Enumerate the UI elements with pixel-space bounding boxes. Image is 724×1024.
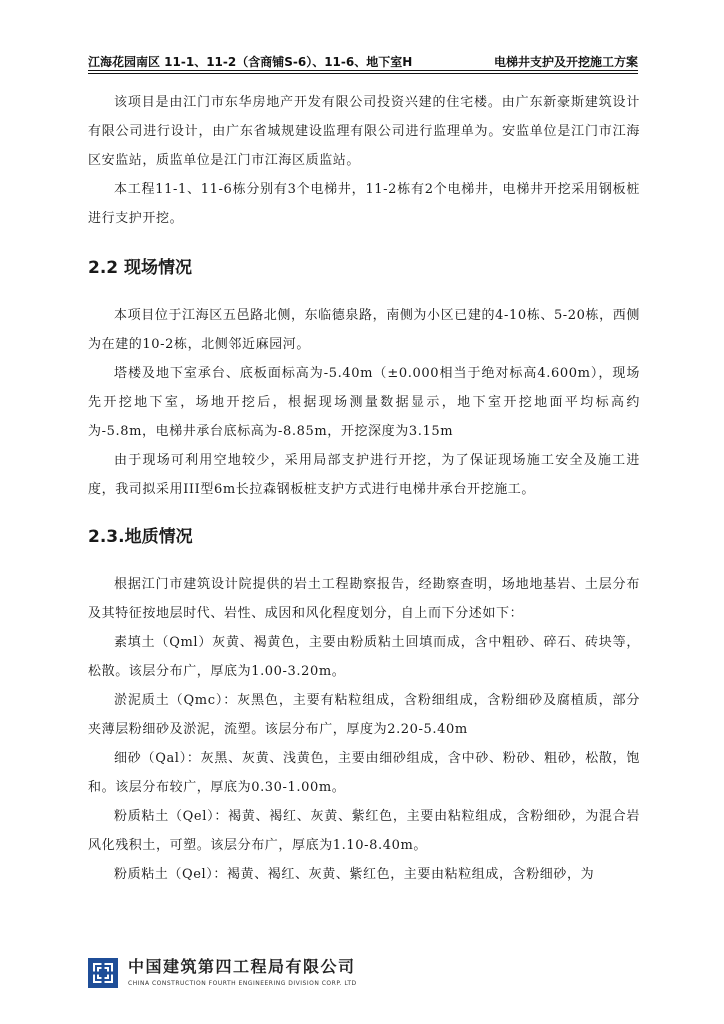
page-footer (88, 955, 357, 991)
site-paragraph: 本项目位于江海区五邑路北侧，东临德泉路，南侧为小区已建的4-10栋、5-20栋，西侧为在建的10-2栋，北侧邻近麻园河。 (88, 308, 640, 352)
intro-paragraph: 本工程11-1、11-6栋分别有3个电梯井，11-2栋有2个电梯井，电梯井开挖采用钢板桩进行支护开挖。 (88, 182, 640, 226)
geology-paragraph: 素填土（Qml）灰黄、褐黄色，主要由粉质粘土回填而成，含中粗砂、碎石、砖块等，松散。该层分布广，厚底为1.00-3.20m。 (88, 635, 640, 679)
cscec-logo-icon (88, 958, 118, 988)
section-heading-site: 2.2 现场情况 (88, 258, 193, 278)
geology-paragraph: 淤泥质土（Qmc）：灰黑色，主要有粘粒组成，含粉细组成，含粉细砂及腐植质，部分夹薄层粉细砂及淤泥，流塑。该层分布广，厚度为2.20-5.40m (88, 693, 640, 737)
header-rule-thin (88, 73, 638, 74)
geology-paragraph: 根据江门市建筑设计院提供的岩土工程勘察报告，经勘察查明，场地地基岩、土层分布及其特征按地层时代、岩性、成因和风化程度划分，自上而下分述如下： (88, 577, 640, 621)
site-paragraph: 由于现场可利用空地较少，采用局部支护进行开挖，为了保证现场施工安全及施工进度，我司拟采用III型6m长拉森钢板桩支护方式进行电梯井承台开挖施工。 (88, 453, 640, 497)
geology-paragraph: 粉质粘土（Qel）：褐黄、褐红、灰黄、紫红色，主要由粘粒组成，含粉细砂，为 (114, 867, 595, 882)
header-rule (88, 70, 638, 71)
section-heading-geology: 2.3.地质情况 (88, 527, 193, 547)
page-body (88, 88, 640, 889)
intro-paragraph: 该项目是由江门市东华房地产开发有限公司投资兴建的住宅楼。由广东新豪斯建筑设计有限公司进行设计，由广东省城规建设监理有限公司进行监理单为。安监单位是江门市江海区安监站，质监单位是江门市江海区质监站。 (88, 95, 640, 168)
geology-paragraph: 细砂（Qal）：灰黑、灰黄、浅黄色，主要由细砂组成，含中砂、粉砂、粗砂，松散，饱和。该层分布较广，厚底为0.30-1.00m。 (88, 751, 640, 795)
company-name-cn: 中国建筑第四工程局有限公司 (128, 956, 356, 976)
page-header (88, 50, 638, 70)
company-name-en: CHINA CONSTRUCTION FOURTH ENGINEERING DIVISION CORP. LTD (128, 979, 357, 987)
site-paragraph: 塔楼及地下室承台、底板面标高为-5.40m（±0.000相当于绝对标高4.600m），现场先开挖地下室，场地开挖后，根据现场测量数据显示，地下室开挖地面平均标高约为-5.8m，电梯井承台底标高为-8.85m，开挖深度为3.15m (88, 366, 640, 439)
geology-paragraph: 粉质粘土（Qel）：褐黄、褐红、灰黄、紫红色，主要由粘粒组成，含粉细砂，为混合岩风化残积土，可塑。该层分布广，厚底为1.10-8.40m。 (88, 809, 640, 853)
header-project-title: 江海花园南区 11-1、11-2（含商铺S-6）、11-6、地下室H (88, 55, 413, 69)
header-document-title: 电梯井支护及开挖施工方案 (493, 55, 638, 69)
